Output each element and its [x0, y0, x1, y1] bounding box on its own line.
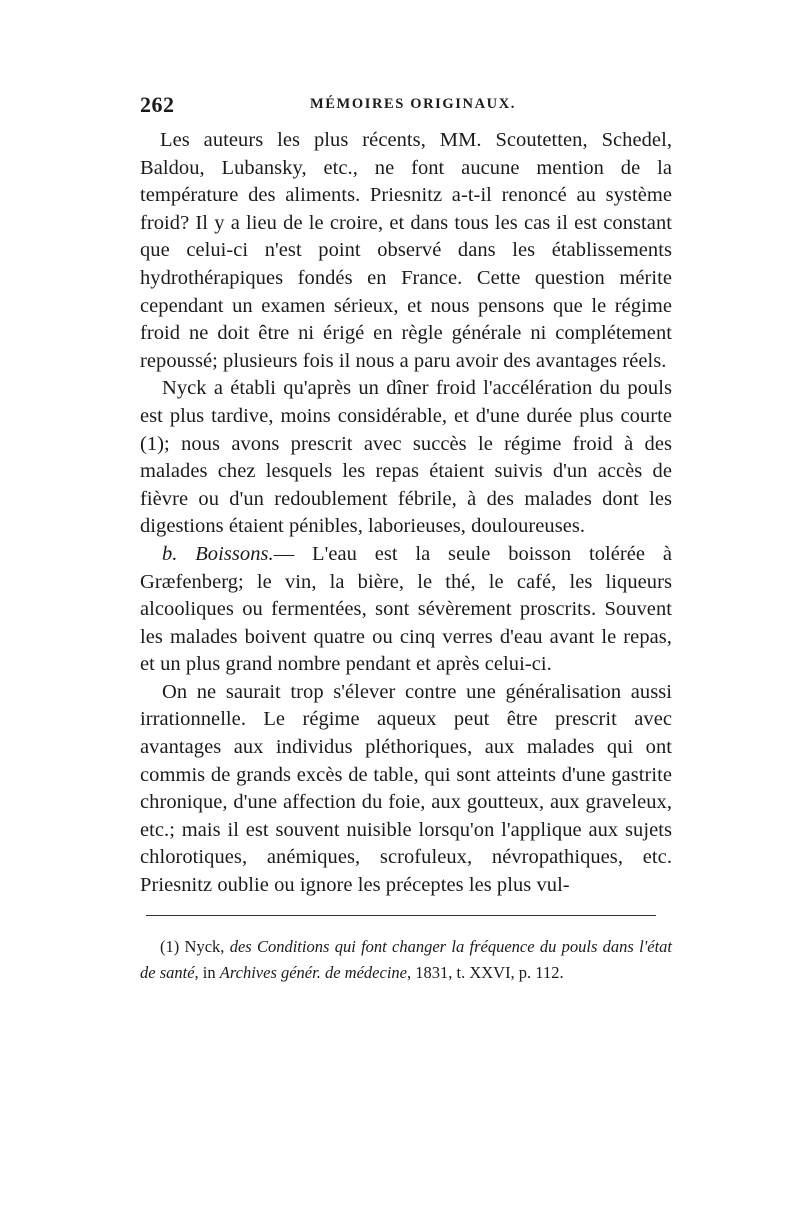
footnote-title: des Conditions qui font changer la fréquence du pouls dans l'état de santé: [140, 936, 672, 983]
page-number: 262: [140, 92, 175, 117]
section-label-boissons: b. Boissons.: [162, 542, 274, 565]
footnote-end: , 1831, t. XXVI, p. 112.: [406, 963, 564, 983]
footnote-middle: , in: [194, 963, 220, 983]
page-header: [140, 92, 672, 122]
paragraph-1: [140, 127, 672, 375]
footnote-1: [140, 934, 672, 987]
paragraph-1-text: Les auteurs les plus récents, MM. Scoutetten, Schedel, Baldou, Lubansky, etc., ne font aucune mention de la température des aliments. Priesnitz a-t-il renoncé au système froid? Il y a lieu de le croire, et dans tous les cas il est constant que celui-ci n'est point observé dans les établissements hydrothérapiques fondés en France. Cette question mérite cependant un examen sérieux, et nous pensons que le régime froid ne doit être ni érigé en règle générale ni complétement repoussé; plusieurs fois il nous a paru avoir des avantages réels.: [140, 129, 672, 372]
book-page: [140, 92, 672, 987]
paragraph-3-text: — L'eau est la seule boisson tolérée à Græfenberg; le vin, la bière, le thé, le café, les liqueurs alcooliques ou fermentées, sont sévèrement proscrits. Souvent les malades boivent quatre ou cinq verres d'eau avant le repas, et un plus grand nombre pendant et après celui-ci.: [140, 542, 672, 676]
paragraph-2: Nyck a établi qu'après un dîner froid l'accélération du pouls est plus tardive, moins considérable, et d'une durée plus courte (1); nous avons prescrit avec succès le régime froid à des malades chez lesquels les repas étaient suivis d'un accès de fièvre ou d'un redoublement fébrile, à des malades dont les digestions étaient pénibles, laborieuses, douloureuses.: [140, 377, 672, 538]
footnote-journal: Archives génér. de médecine: [219, 963, 407, 983]
paragraph-3: [140, 541, 672, 679]
footnote-divider: [146, 915, 656, 916]
footnote: [140, 934, 672, 987]
paragraph-4: On ne saurait trop s'élever contre une généralisation aussi irrationnelle. Le régime aqueux peut être prescrit avec avantages aux individus pléthoriques, aux malades qui ont commis de grands excès de table, qui sont atteints d'une gastrite chronique, d'une affection du foie, aux goutteux, aux graveleux, etc.; mais il est souvent nuisible lorsqu'on l'applique aux sujets chlorotiques, anémiques, scrofuleux, névropathiques, etc. Priesnitz oublie ou ignore les préceptes les plus vul-: [140, 680, 672, 897]
body-text: [140, 127, 672, 900]
running-head: MÉMOIRES ORIGINAUX.: [310, 96, 517, 112]
footnote-mark: (1) Nyck,: [160, 936, 230, 956]
